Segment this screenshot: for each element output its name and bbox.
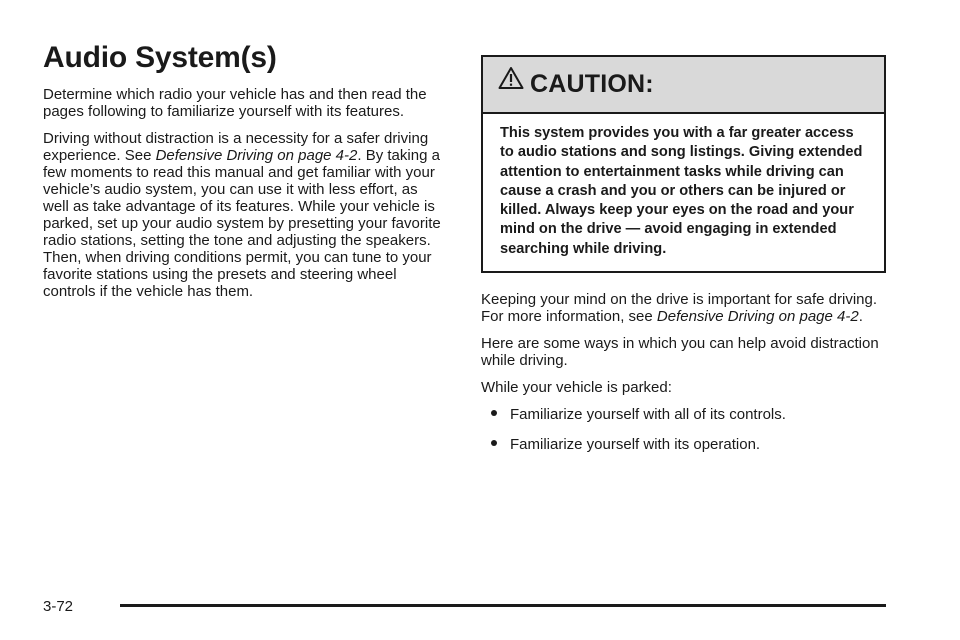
list-item: Familiarize yourself with all of its controls.	[481, 406, 886, 423]
bullet-icon	[491, 410, 497, 416]
page-number: 3-72	[43, 598, 74, 615]
warning-icon	[498, 74, 530, 95]
caution-text: This system provides you with a far greater access to audio stations and song listings. Giving extended attention to entertainment tasks while driving can cause a crash and you or others can be injured or killed. Always keep your eyes on the road and your mind on the drive — avoid engaging in extended searching while driving.	[500, 125, 863, 257]
intro-paragraph: Determine which radio your vehicle has and then read the pages following to familiarize yourself with its features.	[43, 86, 427, 120]
ways-paragraph: Here are some ways in which you can help avoid distraction while driving.	[481, 335, 879, 370]
bullet-icon	[491, 440, 497, 446]
footer-rule	[120, 604, 886, 607]
right-column	[481, 55, 886, 466]
left-column	[43, 40, 443, 310]
caution-box	[481, 55, 886, 273]
cross-reference-link[interactable]: Defensive Driving on page 4-2	[656, 308, 859, 326]
tips-list	[481, 406, 886, 453]
list-item: Familiarize yourself with its operation.	[481, 436, 886, 453]
cross-reference-link[interactable]: Defensive Driving on page 4-2	[155, 147, 358, 164]
right-text	[481, 291, 886, 453]
page-title: Audio System(s)	[43, 41, 277, 74]
caution-title: CAUTION:	[530, 70, 654, 98]
safe-driving-paragraph: Keeping your mind on the drive is important for safe driving. For more information, see Defensive Driving on page 4-2.	[481, 291, 878, 326]
parked-paragraph: While your vehicle is parked:	[481, 379, 672, 397]
caution-header	[483, 57, 884, 114]
distraction-paragraph: Driving without distraction is a necessity for a safer driving experience. See Defensive Driving on page 4-2. By taking a few moments to read this manual and get familiar with your vehicle’s audio system, you can use it with less effort, as well as take advantage of its features. While your vehicle is parked, set up your audio system by presetting your favorite radio stations, setting the tone and adjusting the speakers. Then, when driving conditions permit, you can tune to your favorite stations using the presets and steering wheel controls if the vehicle has them.	[43, 130, 441, 300]
